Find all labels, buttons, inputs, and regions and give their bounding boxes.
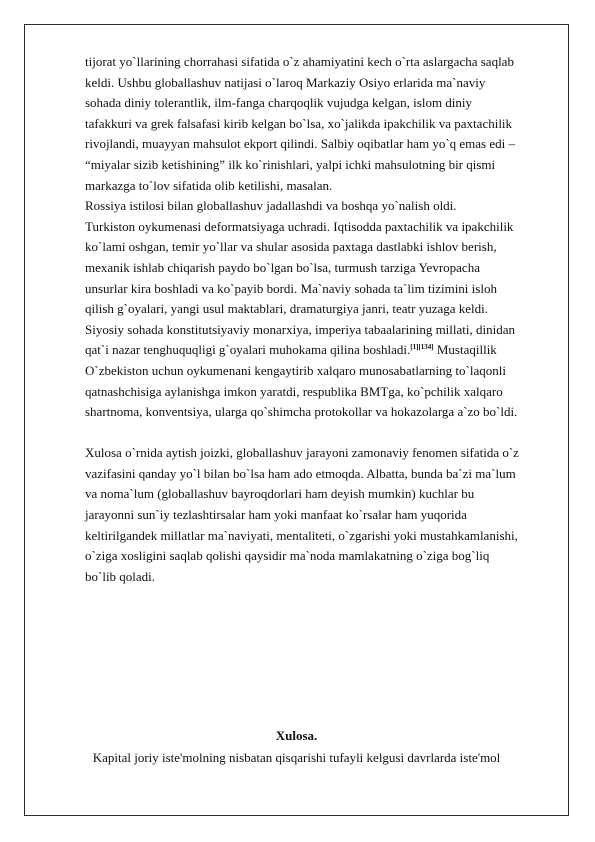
text-line: Rossiya istilosi bilan globallashuv jadallashdi va boshqa yo`nalish oldi.: [85, 198, 457, 214]
text-line: markazga to`lov sifatida olib ketilishi, masalan.: [85, 177, 333, 193]
text-line: Xulosa o`rnida aytish joizki, globallashuv jarayoni zamonaviy fenomen sifatida o`z: [85, 445, 519, 461]
text-line-with-reference: [85, 340, 555, 361]
text-line: sohada diniy tolerantlik, ilm-fanga charqoqlik vujudga kelgan, islom diniy: [85, 95, 473, 111]
text-line: keltirilgandek millatlar ma`naviyati, mentaliteti, o`zgarishi yoki mustahkamlanishi,: [85, 527, 518, 543]
text-line: va noma`lum (globallashuv bayroqdorlari ham deyish mumkin) kuchlar bu: [85, 486, 475, 502]
text-segment: Mustaqillik: [433, 342, 497, 358]
text-line: qatnashchisiga aylanishga imkon yaratdi, respublika BMTga, ko`pchilik xalqaro: [85, 383, 503, 399]
citation-reference[interactable]: [1][134]: [410, 343, 434, 352]
paragraph-gap: [85, 423, 555, 444]
section-heading: Xulosa.: [275, 728, 318, 743]
text-line: bo`lib qoladi.: [85, 568, 156, 584]
text-line: unsurlar kira boshladi va ko`payib bordi. Ma`naviy sohada ta`lim tizimini isloh: [85, 280, 497, 296]
text-line: mexanik ishlab chiqarish paydo bo`lgan bo`lsa, turmush tarziga Yevropacha: [85, 259, 480, 275]
text-line: tijorat yo`llarining chorrahasi sifatida o`z ahamiyatini kech o`rta aslargacha saqlab: [85, 54, 514, 69]
text-line: keldi. Ushbu globallashuv natijasi o`laroq Markaziy Osiyo erlarida ma`naviy: [85, 74, 486, 90]
text-line: qilish g`oyalari, yangi usul maktablari, dramaturgiya janri, teatr yuzaga keldi.: [85, 301, 488, 317]
body-text: [85, 52, 555, 587]
text-segment: qat`i nazar tenghuquqligi g`oyalari muhokama qilina boshladi.: [85, 342, 411, 358]
text-line: shartnoma, konventsiya, ularga qo`shimcha protokollar va hokazolarga a`zo bo`ldi.: [85, 404, 518, 420]
text-line: jarayonni sun`iy tezlashtirsalar ham yoki manfaat ko`rsalar ham yuqorida: [85, 507, 467, 523]
text-line: ko`lami oshgan, temir yo`llar va shular asosida paxtaga dastlabki ishlov berish,: [85, 239, 497, 255]
text-line: O`zbekiston uchun oykumenani kengaytirib xalqaro munosabatlarning to`laqonli: [85, 362, 506, 378]
section-first-line: Kapital joriy iste'molning nisbatan qisqarishi tufayli kelgusi davrlarda iste'mol: [92, 750, 501, 765]
text-line: Turkiston oykumenasi deformatsiyaga uchradi. Iqtisodda paxtachilik va ipakchilik: [85, 218, 514, 234]
text-line: vazifasini qanday yo`l bilan bo`lsa ham ado etmoqda. Albatta, bunda ba`zi ma`lum: [85, 465, 516, 481]
text-line: rivojlandi, muayyan mahsulot ekport qilindi. Salbiy oqibatlar ham yo`q emas edi –: [85, 136, 516, 152]
text-line: tafakkuri va grek falsafasi kirib kelgan bo`lsa, xo`jalikda ipakchilik va paxtachilik: [85, 115, 513, 131]
text-line: o`ziga xosligini saqlab qolishi qaysidir ma`noda mamlakatning o`ziga bog`liq: [85, 548, 490, 564]
text-line: “miyalar sizib ketishining” ilk ko`rinishlari, yalpi ichki mahsulotning bir qismi: [85, 156, 496, 172]
text-line: Siyosiy sohada konstitutsiyaviy monarxiya, imperiya tabaalarining millati, dinidan: [85, 321, 516, 337]
